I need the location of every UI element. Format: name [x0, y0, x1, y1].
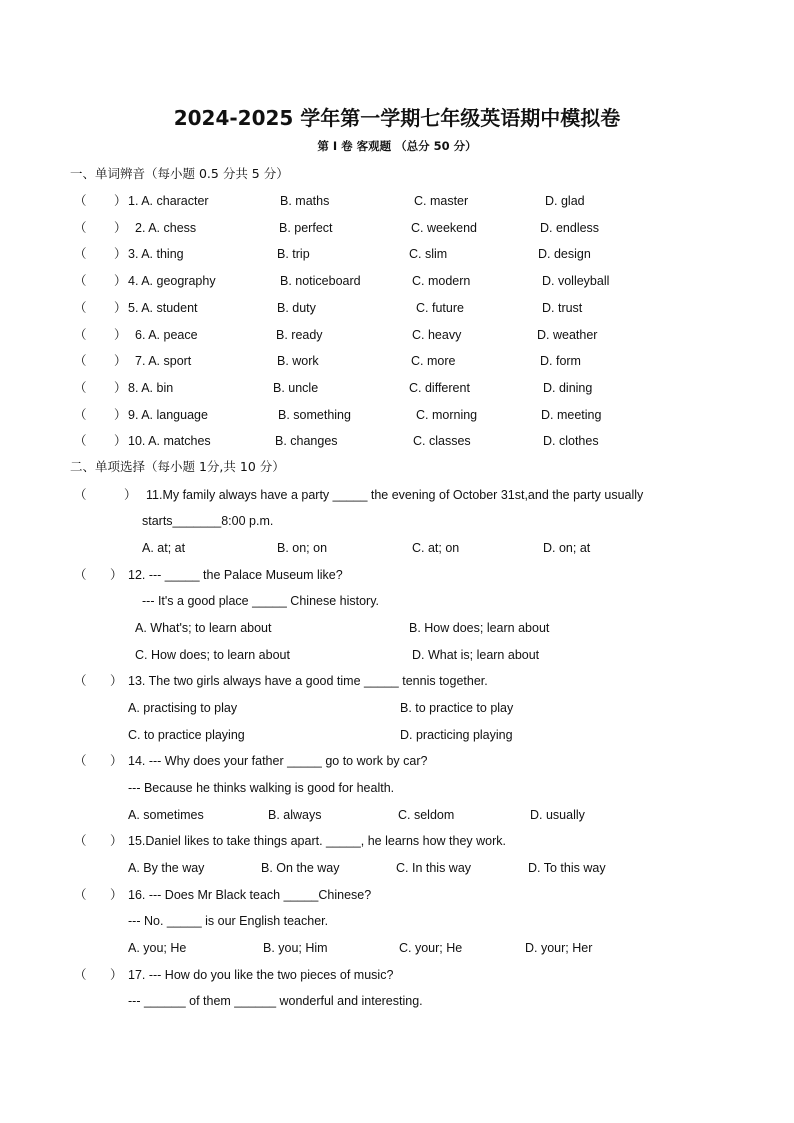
answer-paren-right: ） [114, 274, 127, 288]
option-d: D. dining [543, 381, 593, 395]
question-stem: 14. --- Why does your father _____ go to work by car? [128, 754, 428, 768]
option-a: A. practising to play [128, 701, 238, 715]
option-b: B. How does; learn about [409, 621, 550, 635]
page-title: 2024-2025 学年第一学期七年级英语期中模拟卷 [173, 106, 621, 130]
answer-paren-right: ） [114, 247, 127, 261]
answer-paren-right: ） [110, 968, 123, 982]
answer-paren-right: ） [110, 834, 123, 848]
answer-paren-left: （ [74, 408, 87, 422]
option-d: D. on; at [543, 541, 591, 555]
option-c: C. morning [416, 408, 478, 422]
answer-paren-left: （ [74, 194, 87, 208]
question-stem: 12. --- _____ the Palace Museum like? [128, 568, 343, 582]
option-a: 4. A. geography [128, 274, 216, 288]
option-c: C. master [414, 194, 469, 208]
answer-paren-left: （ [74, 568, 87, 582]
question-stem: 13. The two girls always have a good time _____ tennis together. [128, 674, 488, 688]
answer-paren-left: （ [74, 274, 87, 288]
answer-paren-right: ） [114, 434, 127, 448]
option-a: 6. A. peace [135, 328, 198, 342]
option-a: 2. A. chess [135, 221, 197, 235]
answer-paren-left: （ [74, 247, 87, 261]
option-c: C. at; on [412, 541, 460, 555]
answer-paren-right: ） [114, 354, 127, 368]
answer-paren-right: ） [114, 328, 127, 342]
answer-paren-right: ） [110, 888, 123, 902]
option-a: A. sometimes [128, 808, 204, 822]
answer-paren-right: ） [110, 674, 123, 688]
answer-paren-left: （ [74, 888, 87, 902]
question-stem-continued: --- No. _____ is our English teacher. [128, 914, 329, 928]
option-b: B. perfect [279, 221, 333, 235]
answer-paren-left: （ [74, 221, 87, 235]
answer-paren-left: （ [74, 674, 87, 688]
option-b: B. uncle [273, 381, 319, 395]
answer-paren-left: （ [74, 754, 87, 768]
answer-paren-left: （ [74, 381, 87, 395]
option-d: D. design [538, 247, 591, 261]
option-c: C. heavy [412, 328, 462, 342]
option-d: D. meeting [541, 408, 602, 422]
option-b: B. duty [277, 301, 316, 315]
answer-paren-left: （ [74, 834, 87, 848]
answer-paren-right: ） [114, 301, 127, 315]
answer-paren-left: （ [74, 354, 87, 368]
option-d: D. your; Her [525, 941, 593, 955]
option-a: 9. A. language [128, 408, 208, 422]
question-stem: 16. --- Does Mr Black teach _____Chinese? [128, 888, 372, 902]
answer-paren-left: （ [74, 968, 87, 982]
answer-paren-left: （ [74, 328, 87, 342]
option-b: B. On the way [261, 861, 340, 875]
option-b: B. trip [277, 247, 310, 261]
page-subtitle: 第 I 卷 客观题 （总分 50 分） [317, 139, 477, 153]
option-b: B. on; on [277, 541, 328, 555]
option-d: D. What is; learn about [412, 648, 540, 662]
option-a: 1. A. character [128, 194, 209, 208]
option-a: A. By the way [128, 861, 205, 875]
option-a: 8. A. bin [128, 381, 174, 395]
option-d: D. volleyball [542, 274, 610, 288]
option-c: C. future [416, 301, 464, 315]
section1-heading: 一、单词辨音（每小题 0.5 分共 5 分） [70, 166, 289, 181]
answer-paren-right: ） [124, 488, 137, 502]
option-d: D. usually [530, 808, 585, 822]
option-c: C. How does; to learn about [135, 648, 290, 662]
option-b: B. changes [275, 434, 338, 448]
answer-paren-right: ） [110, 754, 123, 768]
option-b: B. work [277, 354, 319, 368]
option-a: A. at; at [142, 541, 186, 555]
option-d: D. clothes [543, 434, 599, 448]
answer-paren-right: ） [114, 381, 127, 395]
question-stem: 15.Daniel likes to take things apart. _____, he learns how they work. [128, 834, 506, 848]
option-a: 3. A. thing [128, 247, 184, 261]
question-stem-continued: starts_______8:00 p.m. [142, 514, 274, 528]
option-a: 7. A. sport [135, 354, 192, 368]
option-c: C. different [409, 381, 470, 395]
option-b: B. to practice to play [400, 701, 514, 715]
question-stem: 17. --- How do you like the two pieces of music? [128, 968, 394, 982]
option-b: B. always [268, 808, 322, 822]
option-d: D. weather [537, 328, 598, 342]
option-b: B. maths [280, 194, 330, 208]
answer-paren-right: ） [114, 408, 127, 422]
question-stem-continued: --- ______ of them ______ wonderful and interesting. [128, 994, 423, 1008]
option-c: C. weekend [411, 221, 478, 235]
option-d: D. trust [542, 301, 583, 315]
question-stem-continued: --- Because he thinks walking is good for health. [128, 781, 395, 795]
option-c: C. In this way [396, 861, 472, 875]
answer-paren-right: ） [114, 194, 127, 208]
option-c: C. classes [413, 434, 471, 448]
option-c: C. your; He [399, 941, 463, 955]
option-c: C. seldom [398, 808, 455, 822]
question-stem-continued: --- It's a good place _____ Chinese history. [142, 594, 380, 608]
option-d: D. To this way [528, 861, 606, 875]
option-b: B. noticeboard [280, 274, 361, 288]
answer-paren-left: （ [74, 488, 87, 502]
option-a: 10. A. matches [128, 434, 211, 448]
option-c: C. to practice playing [128, 728, 245, 742]
option-b: B. something [278, 408, 351, 422]
answer-paren-left: （ [74, 434, 87, 448]
answer-paren-right: ） [114, 221, 127, 235]
section2-heading: 二、单项选择（每小题 1分,共 10 分） [70, 459, 285, 474]
option-a: A. you; He [128, 941, 187, 955]
option-d: D. glad [545, 194, 585, 208]
option-b: B. you; Him [263, 941, 328, 955]
option-d: D. form [540, 354, 581, 368]
answer-paren-left: （ [74, 301, 87, 315]
option-c: C. slim [409, 247, 448, 261]
option-a: 5. A. student [128, 301, 198, 315]
answer-paren-right: ） [110, 568, 123, 582]
option-a: A. What's; to learn about [135, 621, 272, 635]
question-stem: 11.My family always have a party _____ the evening of October 31st,and the party usually [146, 488, 644, 502]
option-d: D. endless [540, 221, 600, 235]
option-d: D. practicing playing [400, 728, 513, 742]
option-c: C. modern [412, 274, 471, 288]
option-c: C. more [411, 354, 456, 368]
option-b: B. ready [276, 328, 323, 342]
